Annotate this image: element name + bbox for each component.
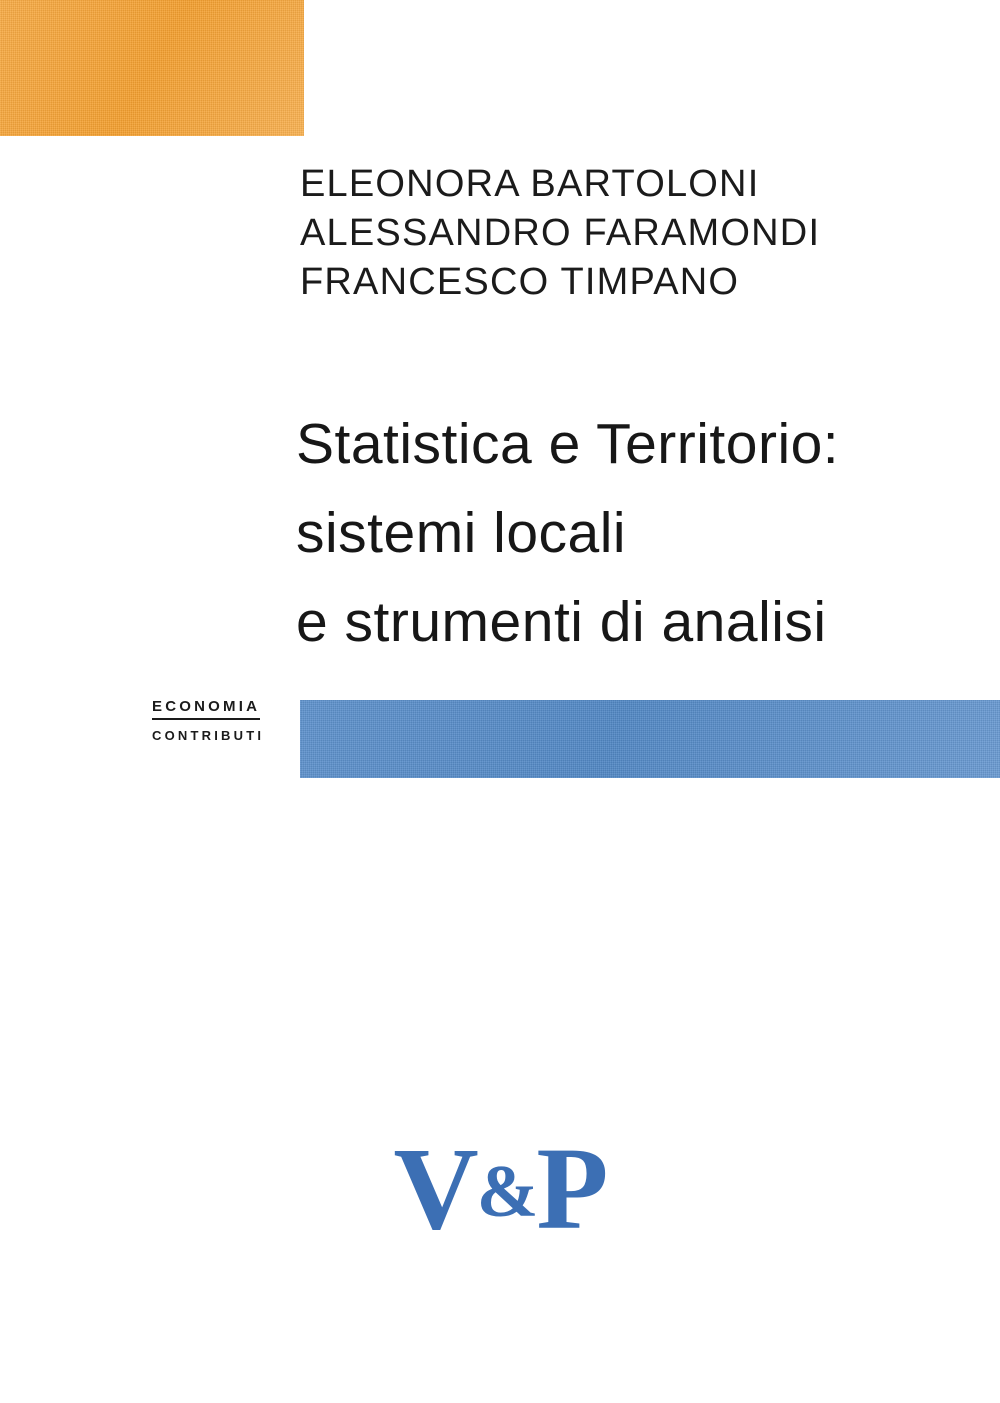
publisher-logo [0, 1123, 1000, 1254]
series-name: ECONOMIA [152, 698, 260, 720]
publisher-initial-first: V [393, 1123, 477, 1254]
title-line: e strumenti di analisi [296, 590, 827, 654]
orange-decorative-block [0, 0, 304, 136]
series-subtitle: CONTRIBUTI [152, 728, 265, 743]
publisher-initial-second: P [536, 1123, 607, 1254]
publisher-ampersand: & [476, 1151, 537, 1233]
author-name: FRANCESCO TIMPANO [300, 261, 740, 303]
book-title [296, 400, 976, 667]
title-line: sistemi locali [296, 501, 627, 565]
blue-decorative-band [300, 700, 1000, 778]
author-name: ALESSANDRO FARAMONDI [300, 212, 821, 254]
publisher-logo-text [0, 1123, 1000, 1254]
author-list [300, 160, 960, 307]
series-label [152, 698, 302, 743]
author-name: ELEONORA BARTOLONI [300, 163, 760, 205]
title-line: Statistica e Territorio: [296, 412, 840, 476]
